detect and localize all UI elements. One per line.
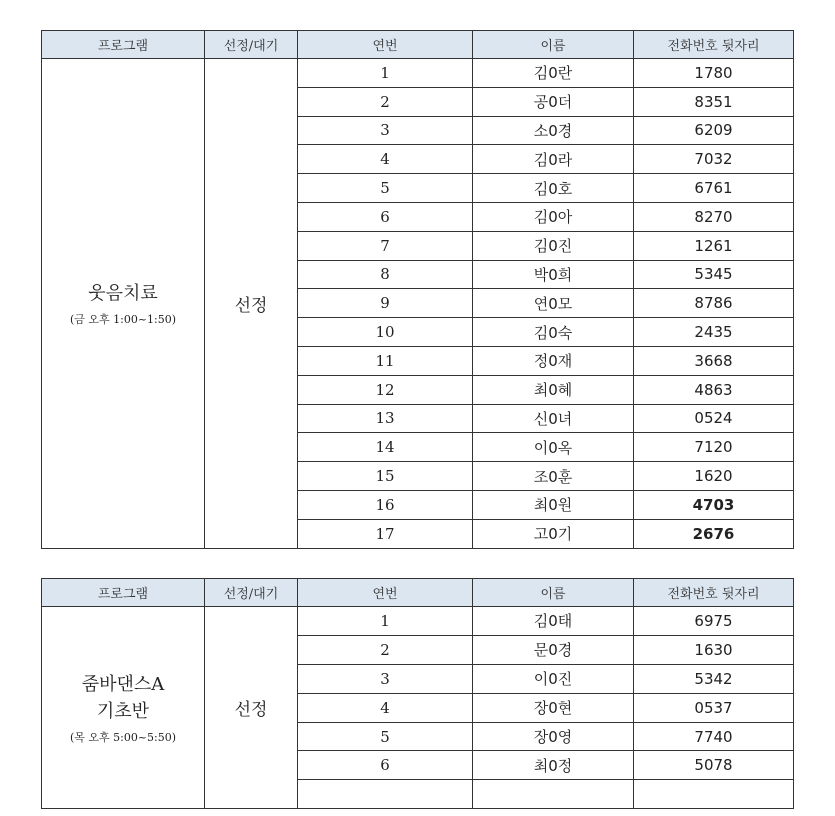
row-name: 소0경 [473, 116, 634, 145]
row-phone: 1620 [634, 462, 794, 491]
header-phone: 전화번호 뒷자리 [634, 579, 794, 607]
row-phone: 2676 [634, 519, 794, 548]
row-name: 김0태 [473, 607, 634, 636]
row-phone: 5078 [634, 751, 794, 780]
row-name: 김0란 [473, 59, 634, 88]
row-name: 김0호 [473, 174, 634, 203]
row-name: 연0모 [473, 289, 634, 318]
header-row [42, 579, 794, 607]
row-name: 고0기 [473, 519, 634, 548]
row-number: 5 [298, 722, 473, 751]
row-phone: 6209 [634, 116, 794, 145]
row-phone: 7032 [634, 145, 794, 174]
row-name: 김0진 [473, 231, 634, 260]
program-cell [42, 59, 205, 549]
program-time: (금 오후 1:00~1:50) [69, 312, 177, 326]
row-phone: 1630 [634, 635, 794, 664]
row-phone: 4703 [634, 490, 794, 519]
row-name: 정0재 [473, 346, 634, 375]
header-number: 연번 [298, 579, 473, 607]
row-number: 14 [298, 433, 473, 462]
row-name: 최0혜 [473, 375, 634, 404]
header-name: 이름 [473, 579, 634, 607]
row-phone: 0524 [634, 404, 794, 433]
row-number: 7 [298, 231, 473, 260]
row-phone: 5345 [634, 260, 794, 289]
program-name: 웃음치료 [88, 282, 158, 304]
row-name: 김0숙 [473, 318, 634, 347]
row-number: 6 [298, 202, 473, 231]
row-name: 장0현 [473, 693, 634, 722]
row-number: 2 [298, 635, 473, 664]
row-phone: 1261 [634, 231, 794, 260]
row-phone: 6975 [634, 607, 794, 636]
row-number: 15 [298, 462, 473, 491]
row-phone [634, 780, 794, 809]
header-name: 이름 [473, 31, 634, 59]
row-phone: 1780 [634, 59, 794, 88]
row-name [473, 780, 634, 809]
program-name-line2: 기초반 [96, 700, 150, 722]
row-name: 문0경 [473, 635, 634, 664]
row-name: 최0원 [473, 490, 634, 519]
row-name: 신0녀 [473, 404, 634, 433]
row-phone: 3668 [634, 346, 794, 375]
row-phone: 2435 [634, 318, 794, 347]
row-number: 10 [298, 318, 473, 347]
header-row [42, 31, 794, 59]
row-name: 이0옥 [473, 433, 634, 462]
row-number: 17 [298, 519, 473, 548]
row-phone: 4863 [634, 375, 794, 404]
row-phone: 7740 [634, 722, 794, 751]
row-name: 박0희 [473, 260, 634, 289]
row-phone: 5342 [634, 664, 794, 693]
table-row [42, 59, 794, 88]
program-name-line1: 줌바댄스A [81, 673, 165, 695]
row-name: 장0영 [473, 722, 634, 751]
row-number: 11 [298, 346, 473, 375]
row-number: 1 [298, 607, 473, 636]
header-phone: 전화번호 뒷자리 [634, 31, 794, 59]
row-number: 1 [298, 59, 473, 88]
row-name: 김0라 [473, 145, 634, 174]
row-phone: 6761 [634, 174, 794, 203]
program-cell [42, 607, 205, 809]
header-program: 프로그램 [42, 31, 205, 59]
header-program: 프로그램 [42, 579, 205, 607]
row-number: 3 [298, 664, 473, 693]
status-cell: 선정 [205, 607, 298, 809]
row-name: 최0정 [473, 751, 634, 780]
row-number: 8 [298, 260, 473, 289]
program-time: (목 오후 5:00~5:50) [69, 730, 177, 744]
row-number: 13 [298, 404, 473, 433]
row-name: 김0아 [473, 202, 634, 231]
header-number: 연번 [298, 31, 473, 59]
header-status: 선정/대기 [205, 579, 298, 607]
row-phone: 8351 [634, 87, 794, 116]
row-phone: 8786 [634, 289, 794, 318]
table-body [42, 59, 794, 549]
program-table-2 [41, 578, 794, 809]
status-cell: 선정 [205, 59, 298, 549]
row-name: 이0진 [473, 664, 634, 693]
table-body [42, 607, 794, 809]
row-number [298, 780, 473, 809]
row-number: 6 [298, 751, 473, 780]
row-number: 4 [298, 693, 473, 722]
row-number: 12 [298, 375, 473, 404]
row-name: 조0훈 [473, 462, 634, 491]
table-row [42, 607, 794, 636]
row-number: 16 [298, 490, 473, 519]
program-table-1 [41, 30, 794, 549]
row-phone: 0537 [634, 693, 794, 722]
row-number: 3 [298, 116, 473, 145]
row-name: 공0더 [473, 87, 634, 116]
row-number: 5 [298, 174, 473, 203]
row-number: 4 [298, 145, 473, 174]
row-phone: 7120 [634, 433, 794, 462]
row-phone: 8270 [634, 202, 794, 231]
row-number: 2 [298, 87, 473, 116]
header-status: 선정/대기 [205, 31, 298, 59]
row-number: 9 [298, 289, 473, 318]
